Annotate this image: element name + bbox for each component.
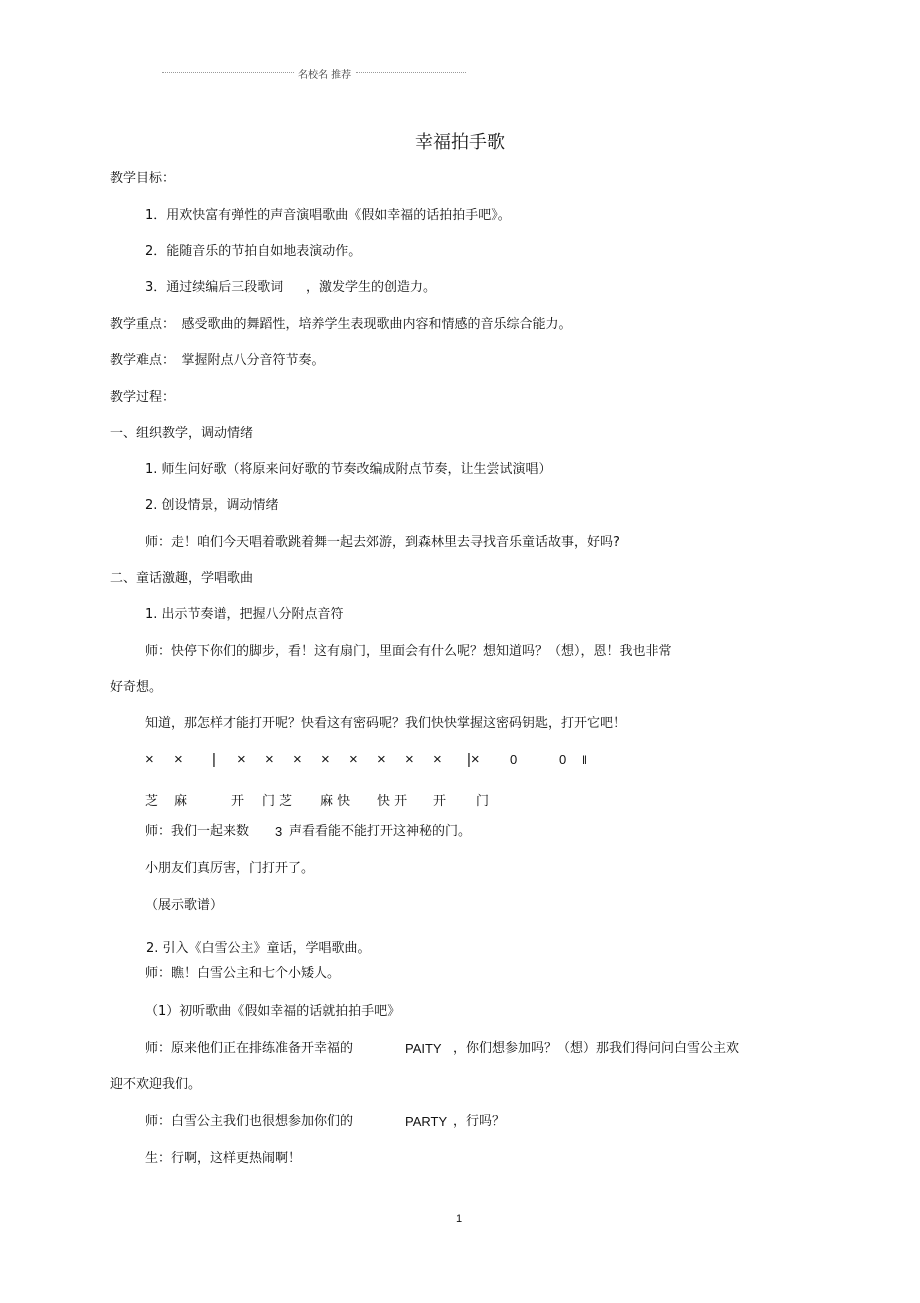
student-reply: 生：行啊，这样更热闹啊！ xyxy=(145,1151,302,1166)
header-watermark: 名校名 推荐 xyxy=(296,66,353,81)
sub-item-1: （1）初听歌曲《假如幸福的话就拍拍手吧》 xyxy=(145,1004,401,1019)
teacher-party-line-2: 迎不欢迎我们。 xyxy=(110,1077,202,1092)
rhythm-barline: | xyxy=(212,751,216,768)
process-label: 教学过程： xyxy=(110,390,176,405)
teacher-ask-prefix: 师：白雪公主我们也很想参加你们的 xyxy=(145,1114,354,1129)
rhythm-note: × xyxy=(237,751,246,768)
page-title: 幸福拍手歌 xyxy=(415,132,505,153)
rhythm-note: × xyxy=(145,751,154,768)
key-points: 教学重点： 感受歌曲的舞蹈性，培养学生表现歌曲内容和情感的音乐综合能力。 xyxy=(110,317,572,332)
lyric-syllable: 开 xyxy=(433,794,447,809)
rhythm-barline-note: |× xyxy=(467,751,480,768)
lyric-syllable: 芝 xyxy=(145,794,159,809)
teacher-count-number: 3 xyxy=(275,824,283,839)
rhythm-rest: 0 xyxy=(510,752,518,767)
teacher-paragraph-b: 知道，那怎样才能打开呢？快看这有密码呢？我们快快掌握这密码钥匙，打开它吧！ xyxy=(145,716,627,731)
goal-item-3-cont: ，激发学生的创造力。 xyxy=(306,280,437,295)
teacher-count-suffix: 声看看能不能打开这神秘的门。 xyxy=(289,824,472,839)
section-1-item-2: 2. 创设情景，调动情绪 xyxy=(145,498,279,513)
page-number: 1 xyxy=(456,1213,463,1225)
rhythm-note: × xyxy=(433,751,442,768)
teacher-ask-suffix: ，行吗？ xyxy=(453,1114,506,1129)
teacher-ask-word: PARTY xyxy=(405,1114,448,1129)
section-1-item-1: 1. 师生问好歌（将原来问好歌的节奏改编成附点节奏，让生尝试演唱） xyxy=(145,462,552,477)
lyric-syllable: 开 xyxy=(231,794,245,809)
section-2-heading: 二、童话激趣，学唱歌曲 xyxy=(110,571,254,586)
section-1-teacher-line: 师：走！咱们今天唱着歌跳着舞一起去郊游，到森林里去寻找音乐童话故事，好吗? xyxy=(145,535,620,550)
header-dotted-line-right xyxy=(356,72,466,73)
goal-item-1: 1．用欢快富有弹性的声音演唱歌曲《假如幸福的话拍拍手吧》。 xyxy=(145,208,511,223)
section-1-heading: 一、组织教学，调动情绪 xyxy=(110,426,254,441)
lyric-syllable: 麻 快 xyxy=(320,794,351,809)
rhythm-note: × xyxy=(321,751,330,768)
teacher-party-line-suffix: ，你们想参加吗？（想）那我们得问问白雪公主欢 xyxy=(453,1041,740,1056)
teacher-paragraph-a-line-2: 好奇想。 xyxy=(110,680,163,695)
section-2-item-1: 1. 出示节奏谱，把握八分附点音符 xyxy=(145,607,344,622)
rhythm-note: × xyxy=(174,751,183,768)
rhythm-note: × xyxy=(377,751,386,768)
show-score-note: （展示歌谱） xyxy=(145,898,224,913)
teacher-party-line-prefix: 师：原来他们正在排练准备开幸福的 xyxy=(145,1041,354,1056)
rhythm-rest: 0 xyxy=(559,752,567,767)
kids-line: 小朋友们真厉害，门打开了。 xyxy=(145,861,315,876)
goals-label: 教学目标： xyxy=(110,171,176,186)
teacher-paragraph-a-line-1: 师：快停下你们的脚步，看！这有扇门，里面会有什么呢？想知道吗？（想），恩！我也非常 xyxy=(145,644,672,659)
teacher-party-word: PAITY xyxy=(405,1041,442,1056)
teacher-snow-white: 师：瞧！白雪公主和七个小矮人。 xyxy=(145,966,341,981)
goal-item-3: 3．通过续编后三段歌词 xyxy=(145,280,284,295)
rhythm-note: × xyxy=(405,751,414,768)
lyric-syllable: 门 xyxy=(476,794,490,809)
rhythm-note: × xyxy=(349,751,358,768)
lyric-syllable: 麻 xyxy=(174,794,188,809)
rhythm-note: × xyxy=(293,751,302,768)
header-dotted-line-left xyxy=(162,72,294,73)
lyric-syllable: 门 芝 xyxy=(262,794,293,809)
teacher-count-prefix: 师：我们一起来数 xyxy=(145,824,250,839)
section-2-item-2: 2. 引入《白雪公主》童话，学唱歌曲。 xyxy=(146,941,371,956)
rhythm-note: × xyxy=(265,751,274,768)
rhythm-end-barline: ‖ xyxy=(582,753,587,767)
goal-item-2: 2．能随音乐的节拍自如地表演动作。 xyxy=(145,244,362,259)
lyric-syllable: 快 开 xyxy=(377,794,408,809)
difficulties: 教学难点： 掌握附点八分音符节奏。 xyxy=(110,353,325,368)
